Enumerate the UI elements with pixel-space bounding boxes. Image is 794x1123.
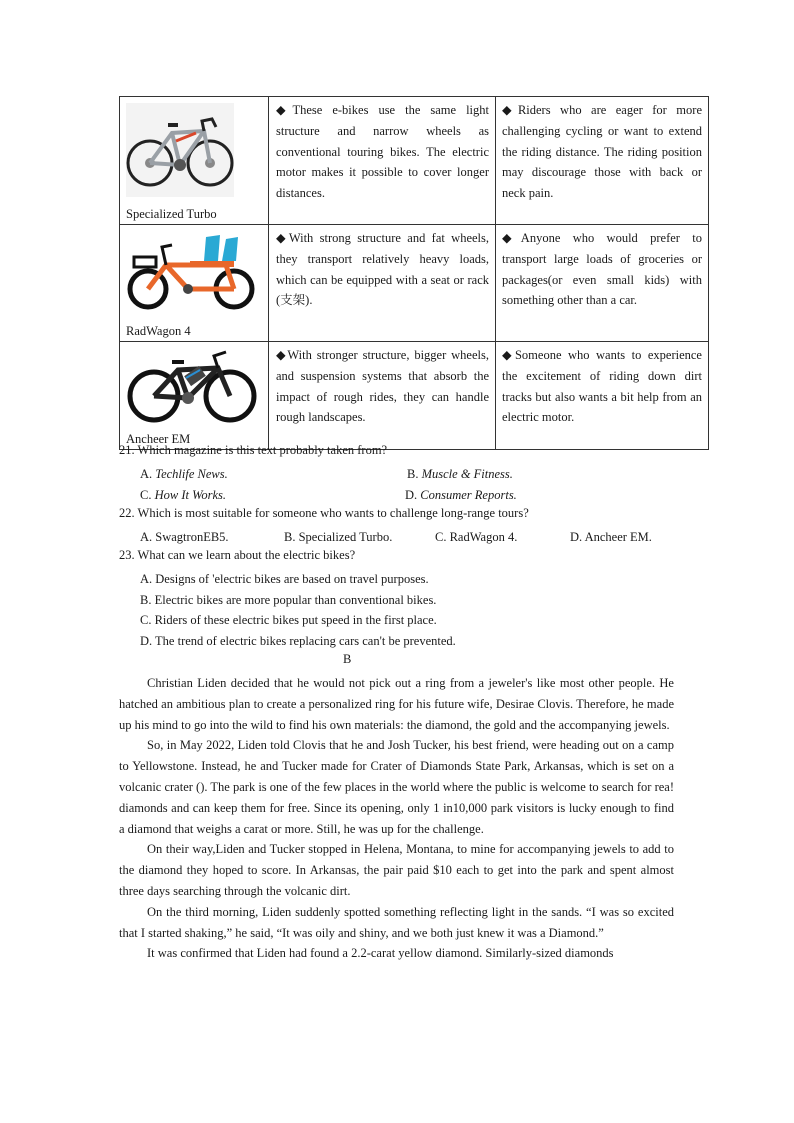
question-23-option-c: C. Riders of these electric bikes put speed in the first place. [140,613,437,627]
question-23-option-d: D. The trend of electric bikes replacing cars can't be prevented. [140,634,456,648]
question-22-option-c: C. RadWagon 4. [435,530,518,544]
passage [119,673,674,964]
bike-feature: ◆These e-bikes use the same light structure and narrow wheels as conventional touring bikes. The electric motor makes it possible to cover longer distances. [269,97,496,225]
question-21-option-d: D. Consumer Reports. [405,488,517,502]
bike-image-cell [120,342,269,450]
question-23-option-b: B. Electric bikes are more popular than conventional bikes. [140,593,437,607]
question-21-option-c: C. How It Works. [140,488,227,502]
question-22-option-d: D. Ancheer EM. [570,530,652,544]
question-21-stem: 21. Which magazine is this text probably taken from? [119,443,388,457]
table-row [120,97,709,225]
road-bike-image [126,103,234,197]
bike-name: Specialized Turbo [126,207,217,221]
bike-name: RadWagon 4 [126,324,191,338]
question-23-stem: 23. What can we learn about the electric bikes? [119,548,356,562]
section-label: B [343,652,352,666]
passage-paragraph: Christian Liden decided that he would not pick out a ring from a jeweler's like most other people. He hatched an ambitious plan to create a personalized ring for his future wife, Desirae Clovis. Therefore, he made up his mind to go into the wild to find his own materials: the diamond, the gold and the accompanying jewels. [119,676,674,732]
passage-paragraph: It was confirmed that Liden had found a 2.2-carat yellow diamond. Similarly-sized diamonds [147,946,614,961]
bike-feature: ◆With stronger structure, bigger wheels, and suspension systems that absorb the impact of rough rides, they can handle rough landscapes. [269,342,496,450]
bike-image-cell [120,225,269,342]
passage-paragraph: On their way,Liden and Tucker stopped in Helena, Montana, to mine for accompanying jewels to add to the diamond they hoped to score. In Arkansas, the pair paid $10 each to get into the park and spent almost three days searching through the volcanic dirt. [119,842,674,898]
bike-target-rider: ◆Riders who are eager for more challenging cycling or want to extend the riding distance. The riding position may discourage those with back or neck pain. [496,97,709,225]
bike-feature: ◆With strong structure and fat wheels, they transport relatively heavy loads, which can be equipped with a seat or rack (支架). [269,225,496,342]
question-23-option-a: A. Designs of 'electric bikes are based on travel purposes. [140,572,429,586]
cargo-bike-image [126,231,256,311]
passage-paragraph: So, in May 2022, Liden told Clovis that he and Josh Tucker, his best friend, were heading out on a camp to Yellowstone. Instead, he and Tucker made for Crater of Diamonds State Park, Arkansas, which is set on a volcanic crater (). The park is one of the few places in the world where the public is welcome to search for rea! diamonds and can keep them for free. Since its opening, only 1 in10,000 park visitors is lucky enough to find a diamond that weighs a carat or more. Still, he was up for the challenge. [119,738,674,836]
passage-paragraph: On the third morning, Liden suddenly spotted something reflecting light in the sands. “I was so excited that I started shaking,” he said, “It was oily and shiny, and we both just knew it was a Diamond.” [119,904,674,940]
question-22-option-b: B. Specialized Turbo. [284,530,393,544]
table-row [120,225,709,342]
bike-image-cell [120,97,269,225]
bike-target-rider: ◆Someone who wants to experience the excitement of riding down dirt tracks but also wants a bit help from an electric motor. [496,342,709,450]
question-21-option-b: B. Muscle & Fitness. [407,467,513,481]
question-21-option-a: A. Techlife News. [140,467,228,481]
question-22-stem: 22. Which is most suitable for someone who wants to challenge long-range tours? [119,506,529,520]
bike-name: Ancheer EM [126,432,191,446]
bike-target-rider: ◆Anyone who would prefer to transport large loads of groceries or packages(or even small kids) with something other than a car. [496,225,709,342]
mountain-bike-image [126,348,258,426]
bike-comparison-table [119,96,709,450]
table-row [120,342,709,450]
question-22-option-a: A. SwagtronEB5. [140,530,229,544]
